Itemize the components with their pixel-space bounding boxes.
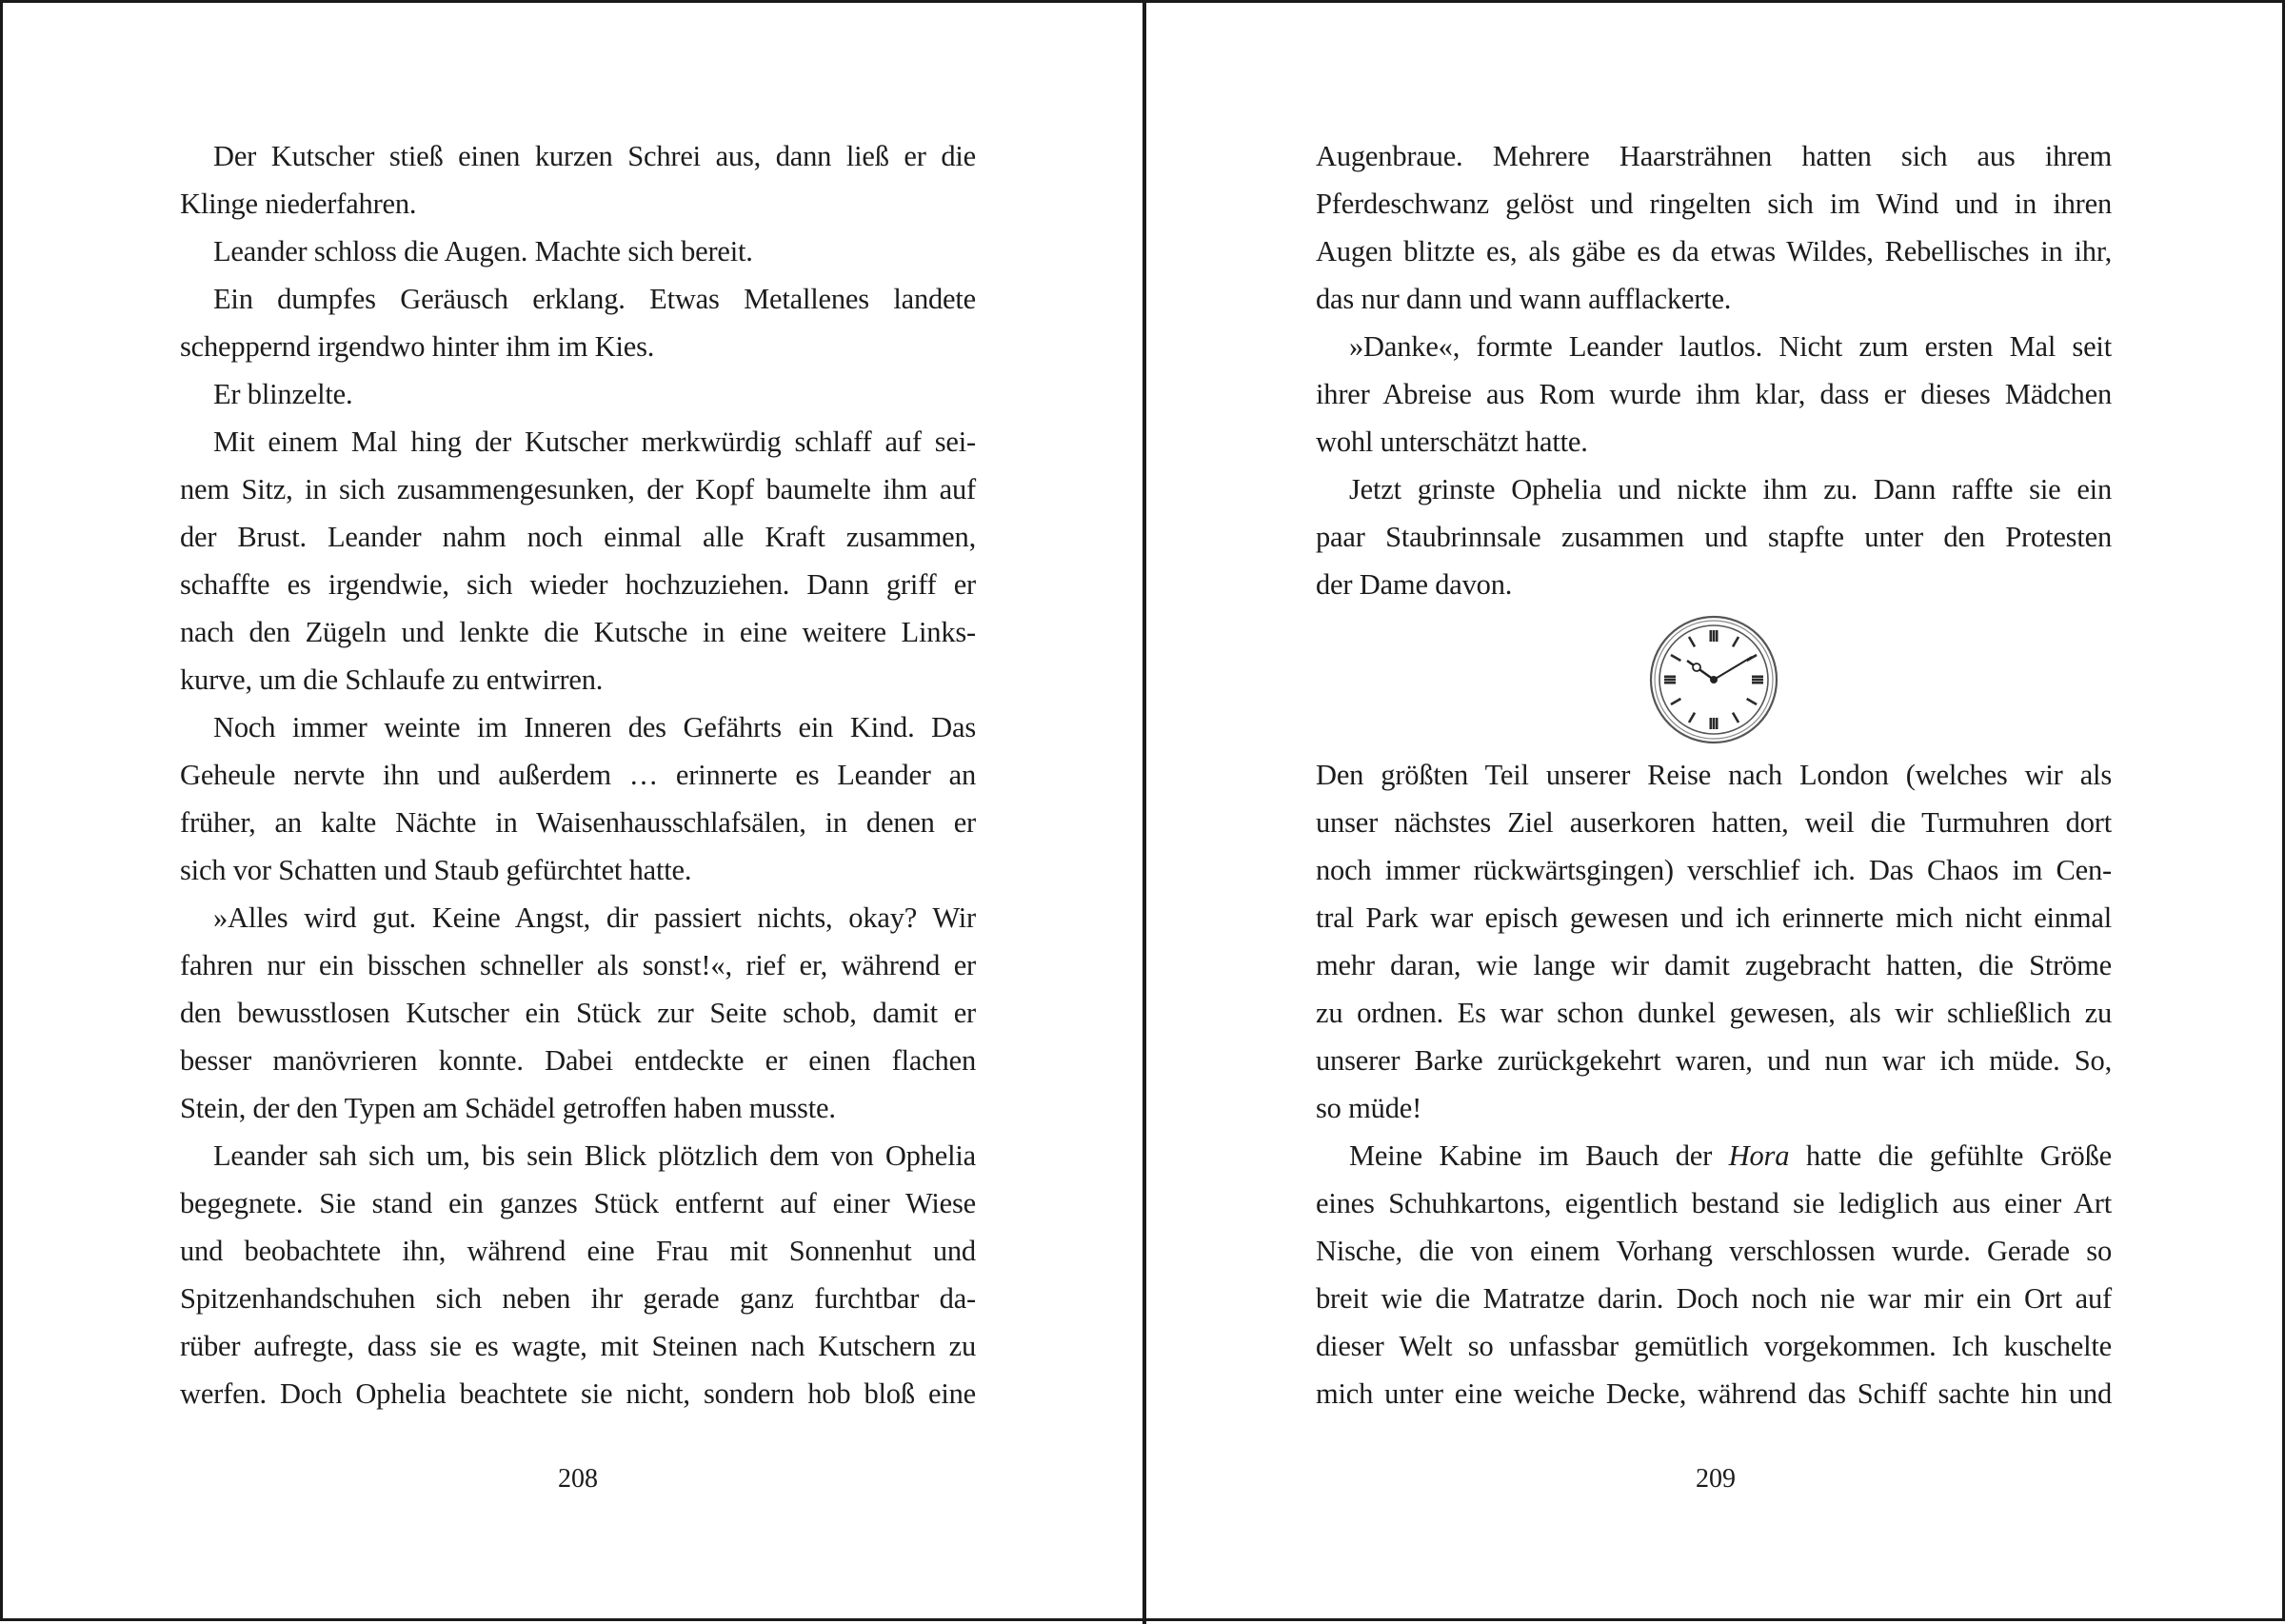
clock-numeral-mark [1733,637,1739,646]
text-line: der Brust. Leander nahm noch einmal alle Kraft zusammen, [180,521,976,553]
text-line: besser manövrieren konnte. Dabei entdeckte er einen flachen [180,1044,976,1077]
text-line: und beobachtete ihn, während eine Frau mit Sonnenhut und [180,1235,976,1267]
clock-numeral-mark [1689,637,1695,646]
text-line: Noch immer weinte im Inneren des Gefährts ein Kind. Das [213,711,976,743]
text-line: nach den Zügeln und lenkte die Kutsche in eine weitere Links- [180,616,976,648]
text-line: nem Sitz, in sich zusammengesunken, der Kopf baumelte ihm auf [180,473,976,505]
text-line: mehr daran, wie lange wir damit zugebracht hatten, die Ströme [1316,949,2112,981]
text-line: noch immer rückwärtsgingen) verschlief ich. Das Chaos im Cen- [1316,854,2112,886]
text-line: tral Park war episch gewesen und ich erinnerte mich nicht einmal [1316,901,2112,934]
text-line: Jetzt grinste Ophelia und nickte ihm zu. Dann raffte sie ein [1349,473,2112,505]
text-line: unser nächstes Ziel auserkoren hatten, weil die Turmuhren dort [1316,806,2112,839]
left-page-body-text [180,132,976,1417]
clock-numeral-mark [1671,699,1680,704]
text-line: werfen. Doch Ophelia beachtete sie nicht, sondern hob bloß eine [180,1377,976,1410]
text-line: Er blinzelte. [213,378,353,410]
ship-name-italic: Hora [1728,1139,1790,1172]
text-block-after-ornament [1316,751,2112,1417]
page-number-left: 208 [558,1464,598,1494]
text-block-before-ornament [1316,132,2112,608]
text-line: begegnete. Sie stand ein ganzes Stück entfernt auf einer Wiese [180,1187,976,1219]
text-line: Augenbraue. Mehrere Haarsträhnen hatten sich aus ihrem [1316,140,2112,172]
text-line: Der Kutscher stieß einen kurzen Schrei aus, dann ließ er die [213,140,976,172]
text-line: fahren nur ein bisschen schneller als sonst!«, rief er, während er [180,949,976,981]
text-line: der Dame davon. [1316,568,1513,601]
text-line: wohl unterschätzt hatte. [1316,426,1588,458]
text-line: Ein dumpfes Geräusch erklang. Etwas Metallenes landete [213,283,976,315]
text-line: sich vor Schatten und Staub gefürchtet hatte. [180,854,692,886]
clock-numeral-mark [1689,713,1695,723]
text-line [1316,1132,2112,1179]
text-segment: hatte die gefühlte Größe [1789,1139,2112,1172]
clock-numeral-mark [1747,699,1757,704]
text-line: das nur dann und wann aufflackerte. [1316,283,1732,315]
clock-hour-hand [1687,661,1714,680]
text-line: Klinge niederfahren. [180,188,417,220]
text-line: breit wie die Matratze darin. Doch noch nie war mir ein Ort auf [1316,1282,2112,1315]
section-break-ornament [1316,608,2112,751]
text-line: scheppernd irgendwo hinter ihm im Kies. [180,330,655,363]
clock-center-pin [1711,677,1718,683]
right-page [1146,3,2285,1624]
text-line: unserer Barke zurückgekehrt waren, und nun war ich müde. So, [1316,1044,2112,1077]
clock-hour-hand-loop [1693,663,1700,671]
text-line: Leander schloss die Augen. Machte sich bereit. [213,235,753,267]
text-line: schaffte es irgendwie, sich wieder hochzuziehen. Dann griff er [180,568,976,601]
text-line: »Danke«, formte Leander lautlos. Nicht zum ersten Mal seit [1349,330,2112,363]
text-line: rüber aufregte, dass sie es wagte, mit Steinen nach Kutschern zu [180,1330,976,1362]
page-number-right: 209 [1696,1464,1736,1494]
text-line: Den größten Teil unserer Reise nach London (welches wir als [1316,759,2112,791]
clock-minute-hand [1714,657,1752,680]
text-line: Mit einem Mal hing der Kutscher merkwürdig schlaff auf sei- [213,426,976,458]
text-line: so müde! [1316,1092,1422,1124]
text-line: Nische, die von einem Vorhang verschlossen wurde. Gerade so [1316,1235,2112,1267]
text-line: paar Staubrinnsale zusammen und stapfte unter den Protesten [1316,521,2112,553]
text-line: ihrer Abreise aus Rom wurde ihm klar, dass er dieses Mädchen [1316,378,2112,410]
text-line: Stein, der den Typen am Schädel getroffen haben musste. [180,1092,836,1124]
text-line: Spitzenhandschuhen sich neben ihr gerade ganz furchtbar da- [180,1282,976,1315]
text-line: eines Schuhkartons, eigentlich bestand sie lediglich aus einer Art [1316,1187,2112,1219]
text-line: kurve, um die Schlaufe zu entwirren. [180,663,604,696]
right-page-body-text [1316,132,2112,1417]
text-line: Augen blitzte es, als gäbe es da etwas Wildes, Rebellisches in ihr, [1316,235,2112,267]
clock-numeral-mark [1733,713,1739,723]
text-line: Geheule nervte ihn und außerdem … erinnerte es Leander an [180,759,976,791]
text-line: früher, an kalte Nächte in Waisenhausschlafsälen, in denen er [180,806,976,839]
text-line: »Alles wird gut. Keine Angst, dir passiert nichts, okay? Wir [213,901,976,934]
text-line: den bewusstlosen Kutscher ein Stück zur Seite schob, damit er [180,997,976,1029]
text-segment: Meine Kabine im Bauch der [1349,1139,1729,1172]
text-line: Leander sah sich um, bis sein Blick plötzlich dem von Ophelia [213,1139,976,1172]
pocket-watch-clock-icon [1647,613,1780,746]
clock-numeral-mark [1671,655,1680,661]
text-line: dieser Welt so unfassbar gemütlich vorgekommen. Ich kuschelte [1316,1330,2112,1362]
text-line: Pferdeschwanz gelöst und ringelten sich im Wind und in ihren [1316,188,2112,220]
left-page [3,3,1142,1624]
text-line: mich unter eine weiche Decke, während das Schiff sachte hin und [1316,1377,2112,1410]
text-line: zu ordnen. Es war schon dunkel gewesen, als wir schließlich zu [1316,997,2112,1029]
